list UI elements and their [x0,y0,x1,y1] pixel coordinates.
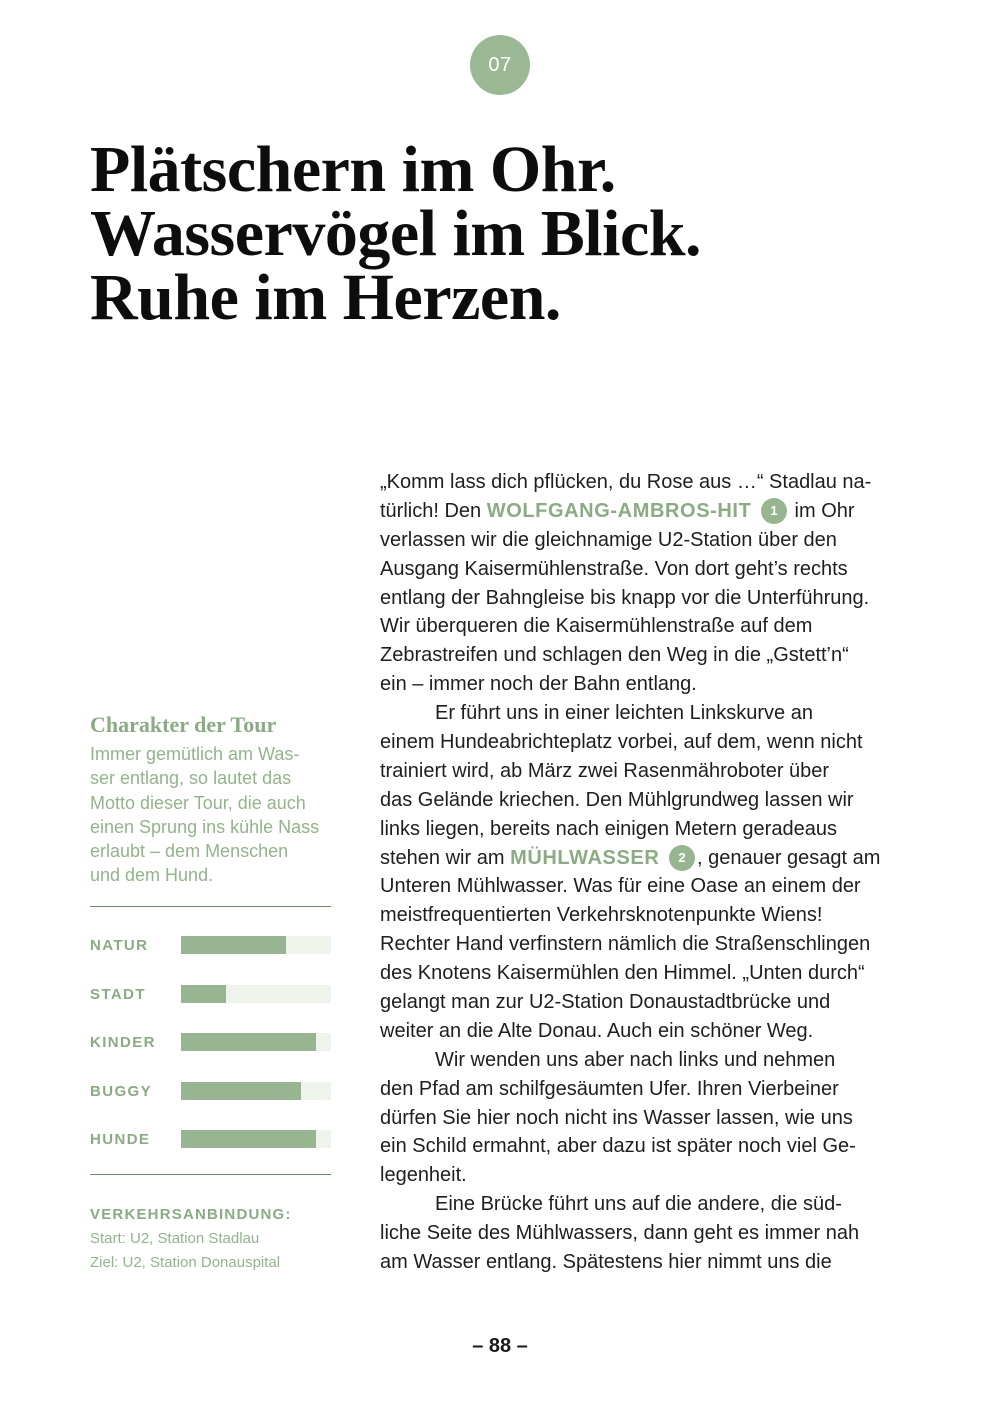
sidebar-divider-top [90,906,331,907]
rating-label: KINDER [90,1034,156,1051]
poi-highlight-wolfgang-ambros-hit: WOLFGANG-AMBROS-HIT [486,499,752,522]
rating-bar-fill [181,985,226,1003]
body-line [380,844,920,873]
rating-track [181,985,331,1003]
rating-track [181,1033,331,1051]
body-line: Wir wenden uns aber nach links und nehmen [435,1048,836,1071]
body-line: Wir überqueren die Kaisermühlenstraße auf dem [380,615,813,638]
body-line: dürfen Sie hier noch nicht ins Wasser lassen, wie uns [380,1106,853,1129]
tour-character-box [90,710,331,888]
chapter-number-badge: 07 [470,35,530,95]
body-text-fragment: im Ohr [794,499,855,522]
title-line-3: Ruhe im Herzen. [90,261,561,334]
body-line: trainiert wird, ab März zwei Rasenmähroboter über [380,759,830,782]
tour-character-heading: Charakter der Tour [90,712,277,737]
rating-bar-fill [181,936,286,954]
body-line: Rechter Hand verfinstern nämlich die Straßenschlingen [380,933,871,956]
body-line: Zebrastreifen und schlagen den Weg in die „Gstett’n“ [380,644,849,667]
rating-track [181,1082,331,1100]
rating-bar-fill [181,1130,316,1148]
body-line: ein – immer noch der Bahn entlang. [380,673,697,696]
tour-character-text [90,742,331,888]
poi-highlight-muehlwasser: MÜHLWASSER [510,846,660,869]
body-line: einem Hundeabrichteplatz vorbei, auf dem, wenn nicht [380,731,863,754]
body-line: liche Seite des Mühlwassers, dann geht es immer nah [380,1222,860,1245]
rating-row-natur [90,936,331,954]
body-line: den Pfad am schilfgesäumten Ufer. Ihren Vierbeiner [380,1077,839,1100]
body-text-fragment: , genauer gesagt am [696,846,881,869]
tour-character-line: einen Sprung ins kühle Nass [90,816,320,837]
body-line: Eine Brücke führt uns auf die andere, die süd- [435,1193,842,1216]
tour-character-line: und dem Hund. [90,865,214,886]
rating-track [181,936,331,954]
page-title [90,133,701,334]
body-line: links liegen, bereits nach einigen Metern geradeaus [380,817,837,840]
body-line: des Knotens Kaisermühlen den Himmel. „Unten durch“ [380,962,865,985]
body-line: entlang der Bahngleise bis knapp vor die Unterführung. [380,586,870,609]
rating-row-kinder [90,1033,331,1051]
body-line: „Komm lass dich pflücken, du Rose aus …“ Stadlau na- [380,471,872,493]
body-line: verlassen wir die gleichnamige U2-Station über den [380,528,837,551]
transport-heading: VERKEHRSANBINDUNG: [90,1206,292,1223]
body-line: gelangt man zur U2-Station Donaustadtbrücke und [380,991,831,1014]
body-text-fragment: stehen wir am [380,846,505,869]
poi-marker-2: 2 [669,845,695,871]
body-line: meistfrequentierten Verkehrsknotenpunkte Wiens! [380,904,823,927]
body-line: weiter an die Alte Donau. Auch ein schöner Weg. [380,1019,814,1042]
body-line: legenheit. [380,1164,467,1187]
tour-character-line: Motto dieser Tour, die auch [90,792,306,813]
title-line-2: Wasservögel im Blick. [90,197,701,270]
rating-bar-fill [181,1033,316,1051]
body-line: am Wasser entlang. Spätestens hier nimmt uns die [380,1251,832,1274]
sidebar-divider-bottom [90,1174,331,1175]
body-text-fragment: türlich! Den [380,499,482,522]
transport-start: Start: U2, Station Stadlau [90,1230,260,1247]
page-number: – 88 – [472,1335,528,1357]
rating-row-hunde [90,1130,331,1148]
title-line-1: Plätschern im Ohr. [90,133,616,206]
body-line: Er führt uns in einer leichten Linkskurve an [435,702,813,725]
article-body [380,468,920,1277]
rating-row-buggy [90,1082,331,1100]
transport-info [90,1203,350,1275]
body-line: Ausgang Kaisermühlenstraße. Von dort geht’s rechts [380,557,848,580]
rating-track [181,1130,331,1148]
transport-end: Ziel: U2, Station Donauspital [90,1254,281,1271]
body-line: das Gelände kriechen. Den Mühlgrundweg lassen wir [380,788,854,811]
poi-marker-1: 1 [761,498,787,524]
rating-label: NATUR [90,937,149,954]
rating-label: HUNDE [90,1131,151,1148]
rating-row-stadt [90,985,331,1003]
rating-label: BUGGY [90,1083,153,1100]
tour-character-line: ser entlang, so lautet das [90,768,292,789]
body-line: Unteren Mühlwasser. Was für eine Oase an einem der [380,875,861,898]
tour-character-line: erlaubt – dem Menschen [90,841,289,862]
rating-label: STADT [90,986,146,1003]
body-line [380,497,920,526]
rating-bar-fill [181,1082,301,1100]
body-line: ein Schild ermahnt, aber dazu ist später noch viel Ge- [380,1135,856,1158]
tour-character-line: Immer gemütlich am Was- [90,744,300,764]
